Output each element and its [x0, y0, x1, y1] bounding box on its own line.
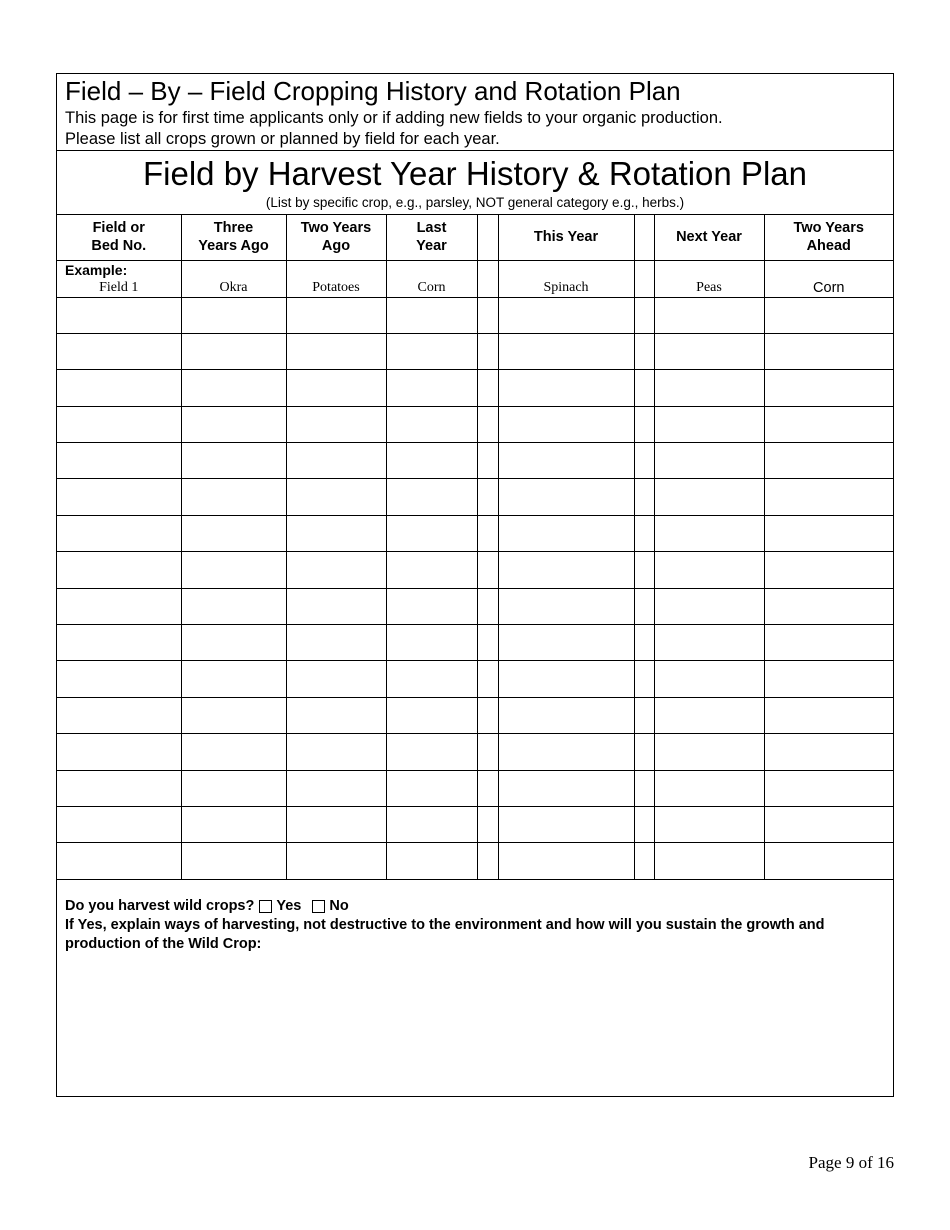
table-row [57, 625, 893, 661]
table-row [57, 370, 893, 406]
entry-cell[interactable] [654, 770, 764, 806]
column-header-next-year: Next Year [654, 215, 764, 260]
entry-cell[interactable] [764, 661, 893, 697]
entry-cell[interactable] [57, 443, 181, 479]
entry-cell[interactable] [286, 297, 386, 333]
example-value: Spinach [498, 260, 634, 297]
entry-cell[interactable] [498, 552, 634, 588]
entry-cell[interactable] [57, 697, 181, 733]
entry-cell[interactable] [654, 297, 764, 333]
entry-cell[interactable] [634, 770, 654, 806]
entry-cell[interactable] [477, 479, 498, 515]
column-header-two-years-ago: Two Years Ago [286, 215, 386, 260]
wild-crops-question-line [65, 897, 885, 916]
entry-cell[interactable] [181, 552, 286, 588]
entry-cell[interactable] [286, 443, 386, 479]
entry-cell[interactable] [498, 406, 634, 442]
entry-cell[interactable] [57, 370, 181, 406]
entry-cell[interactable] [634, 588, 654, 624]
entry-cell[interactable] [181, 333, 286, 369]
no-label: No [329, 898, 349, 914]
entry-cell[interactable] [477, 297, 498, 333]
entry-cell[interactable] [634, 843, 654, 879]
entry-cell[interactable] [764, 734, 893, 770]
column-header-last-year: Last Year [386, 215, 477, 260]
table-row [57, 406, 893, 442]
entry-cell[interactable] [498, 734, 634, 770]
example-value: Peas [654, 260, 764, 297]
entry-cell[interactable] [57, 734, 181, 770]
entry-cell[interactable] [654, 443, 764, 479]
entry-cell[interactable] [57, 297, 181, 333]
entry-cell[interactable] [477, 370, 498, 406]
entry-cell[interactable] [634, 552, 654, 588]
entry-cell[interactable] [477, 552, 498, 588]
entry-cell[interactable] [654, 806, 764, 842]
entry-cell[interactable] [654, 406, 764, 442]
entry-cell[interactable] [477, 443, 498, 479]
example-field-cell [57, 260, 181, 297]
entry-cell[interactable] [57, 515, 181, 551]
entry-cell[interactable] [654, 843, 764, 879]
entry-cell[interactable] [764, 625, 893, 661]
table-subtitle: (List by specific crop, e.g., parsley, NOT general category e.g., herbs.) [265, 195, 685, 210]
entry-cell[interactable] [181, 443, 286, 479]
entry-cell[interactable] [386, 297, 477, 333]
entry-cell[interactable] [286, 588, 386, 624]
entry-cell[interactable] [654, 515, 764, 551]
form-instruction-line-1: This page is for first time applicants only or if adding new fields to your organic production. [65, 109, 723, 127]
entry-cell[interactable] [498, 806, 634, 842]
entry-cell[interactable] [386, 625, 477, 661]
entry-cell[interactable] [654, 333, 764, 369]
table-row [57, 661, 893, 697]
table-row [57, 479, 893, 515]
entry-cell[interactable] [498, 515, 634, 551]
entry-cell[interactable] [181, 770, 286, 806]
entry-cell[interactable] [764, 406, 893, 442]
table-row [57, 588, 893, 624]
entry-cell[interactable] [181, 806, 286, 842]
entry-cell[interactable] [57, 406, 181, 442]
entry-cell[interactable] [477, 806, 498, 842]
entry-cell[interactable] [477, 697, 498, 733]
entry-cell[interactable] [654, 588, 764, 624]
entry-cell[interactable] [181, 370, 286, 406]
table-row [57, 770, 893, 806]
column-header-three-years-ago: Three Years Ago [181, 215, 286, 260]
entry-cell[interactable] [498, 370, 634, 406]
yes-checkbox[interactable] [259, 900, 272, 913]
entry-cell[interactable] [386, 552, 477, 588]
entry-cell[interactable] [498, 333, 634, 369]
entry-cell[interactable] [181, 515, 286, 551]
entry-cell[interactable] [57, 333, 181, 369]
entry-cell[interactable] [764, 588, 893, 624]
entry-cell[interactable] [181, 406, 286, 442]
cropping-history-form [56, 73, 894, 1097]
entry-cell[interactable] [386, 843, 477, 879]
entry-cell[interactable] [634, 370, 654, 406]
entry-cell[interactable] [57, 625, 181, 661]
entry-cell[interactable] [764, 443, 893, 479]
entry-cell[interactable] [57, 479, 181, 515]
table-row [57, 697, 893, 733]
entry-cell[interactable] [57, 770, 181, 806]
entry-cell[interactable] [654, 552, 764, 588]
yes-label: Yes [276, 898, 302, 914]
entry-cell[interactable] [477, 588, 498, 624]
entry-cell[interactable] [654, 661, 764, 697]
form-header-section [57, 74, 893, 151]
entry-cell[interactable] [386, 406, 477, 442]
wild-crops-explain-prompt: If Yes, explain ways of harvesting, not destructive to the environment and how will you sustain the growth and production of the Wild Crop: [65, 917, 825, 952]
entry-cell[interactable] [181, 661, 286, 697]
entry-cell[interactable] [181, 734, 286, 770]
table-row [57, 443, 893, 479]
entry-cell[interactable] [764, 552, 893, 588]
wild-crops-question: Do you harvest wild crops? [65, 898, 255, 914]
entry-cell[interactable] [764, 770, 893, 806]
entry-cell[interactable] [57, 843, 181, 879]
entry-cell[interactable] [181, 588, 286, 624]
entry-cell[interactable] [181, 297, 286, 333]
entry-cell[interactable] [286, 370, 386, 406]
table-row [57, 333, 893, 369]
column-header-this-year: This Year [498, 215, 634, 260]
entry-cell[interactable] [764, 297, 893, 333]
entry-cell[interactable] [286, 843, 386, 879]
entry-cell[interactable] [181, 697, 286, 733]
entry-cell[interactable] [181, 625, 286, 661]
entry-cell[interactable] [181, 479, 286, 515]
page-number: Page 9 of 16 [808, 1153, 894, 1172]
entry-cell[interactable] [386, 588, 477, 624]
form-title: Field – By – Field Cropping History and Rotation Plan [65, 76, 681, 106]
table-row [57, 806, 893, 842]
entry-cell[interactable] [654, 625, 764, 661]
entry-cell[interactable] [498, 661, 634, 697]
entry-cell[interactable] [286, 625, 386, 661]
entry-cell[interactable] [386, 443, 477, 479]
entry-cell[interactable] [386, 515, 477, 551]
entry-cell[interactable] [286, 515, 386, 551]
entry-cell[interactable] [286, 806, 386, 842]
example-value: Field 1 [99, 279, 139, 295]
entry-cell[interactable] [764, 806, 893, 842]
entry-cell[interactable] [634, 697, 654, 733]
entry-cell[interactable] [477, 625, 498, 661]
entry-cell[interactable] [654, 370, 764, 406]
entry-cell[interactable] [57, 806, 181, 842]
example-value [634, 260, 654, 297]
table-row [57, 734, 893, 770]
entry-cell[interactable] [654, 734, 764, 770]
no-checkbox[interactable] [312, 900, 325, 913]
table-header-row [57, 215, 893, 260]
entry-cell[interactable] [286, 734, 386, 770]
example-value: Corn [386, 260, 477, 297]
entry-cell[interactable] [634, 625, 654, 661]
entry-cell[interactable] [477, 661, 498, 697]
entry-cell[interactable] [498, 697, 634, 733]
entry-cell[interactable] [764, 333, 893, 369]
blank-entry-rows [57, 297, 893, 879]
entry-cell[interactable] [386, 479, 477, 515]
column-header-spacer-1 [477, 215, 498, 260]
entry-cell[interactable] [286, 661, 386, 697]
example-label: Example: [65, 261, 128, 278]
wild-crops-section [65, 897, 885, 954]
table-title: Field by Harvest Year History & Rotation Plan [143, 155, 807, 192]
table-row [57, 297, 893, 333]
entry-cell[interactable] [57, 552, 181, 588]
entry-cell[interactable] [286, 333, 386, 369]
entry-cell[interactable] [634, 297, 654, 333]
entry-cell[interactable] [477, 843, 498, 879]
entry-cell[interactable] [498, 843, 634, 879]
entry-cell[interactable] [654, 479, 764, 515]
table-row [57, 515, 893, 551]
entry-cell[interactable] [477, 406, 498, 442]
entry-cell[interactable] [498, 625, 634, 661]
entry-cell[interactable] [634, 333, 654, 369]
entry-cell[interactable] [498, 770, 634, 806]
entry-cell[interactable] [634, 734, 654, 770]
example-row [57, 260, 893, 297]
column-header-spacer-2 [634, 215, 654, 260]
entry-cell[interactable] [386, 806, 477, 842]
entry-cell[interactable] [764, 479, 893, 515]
column-header-field: Field or Bed No. [57, 215, 181, 260]
entry-cell[interactable] [498, 588, 634, 624]
entry-cell[interactable] [634, 806, 654, 842]
table-row [57, 843, 893, 879]
entry-cell[interactable] [286, 697, 386, 733]
entry-cell[interactable] [477, 734, 498, 770]
entry-cell[interactable] [654, 697, 764, 733]
entry-cell[interactable] [181, 843, 286, 879]
entry-cell[interactable] [386, 333, 477, 369]
entry-cell[interactable] [634, 661, 654, 697]
form-instruction-line-2: Please list all crops grown or planned by field for each year. [65, 130, 500, 148]
entry-cell[interactable] [764, 697, 893, 733]
entry-cell[interactable] [764, 515, 893, 551]
entry-cell[interactable] [386, 697, 477, 733]
entry-cell[interactable] [764, 370, 893, 406]
entry-cell[interactable] [57, 588, 181, 624]
column-header-two-years-ahead: Two Years Ahead [764, 215, 893, 260]
entry-cell[interactable] [634, 443, 654, 479]
entry-cell[interactable] [764, 843, 893, 879]
entry-cell[interactable] [286, 770, 386, 806]
entry-cell[interactable] [634, 406, 654, 442]
rotation-table [57, 215, 893, 880]
entry-cell[interactable] [498, 479, 634, 515]
example-value: Corn [764, 260, 893, 297]
entry-cell[interactable] [286, 479, 386, 515]
entry-cell[interactable] [386, 370, 477, 406]
entry-cell[interactable] [286, 406, 386, 442]
example-value: Okra [181, 260, 286, 297]
entry-cell[interactable] [498, 297, 634, 333]
entry-cell[interactable] [634, 515, 654, 551]
example-value [477, 260, 498, 297]
entry-cell[interactable] [386, 734, 477, 770]
table-row [57, 552, 893, 588]
entry-cell[interactable] [386, 770, 477, 806]
entry-cell[interactable] [498, 443, 634, 479]
entry-cell[interactable] [477, 333, 498, 369]
entry-cell[interactable] [386, 661, 477, 697]
entry-cell[interactable] [634, 479, 654, 515]
entry-cell[interactable] [286, 552, 386, 588]
entry-cell[interactable] [477, 515, 498, 551]
entry-cell[interactable] [477, 770, 498, 806]
entry-cell[interactable] [57, 661, 181, 697]
table-title-section [57, 151, 893, 215]
example-value: Potatoes [286, 260, 386, 297]
